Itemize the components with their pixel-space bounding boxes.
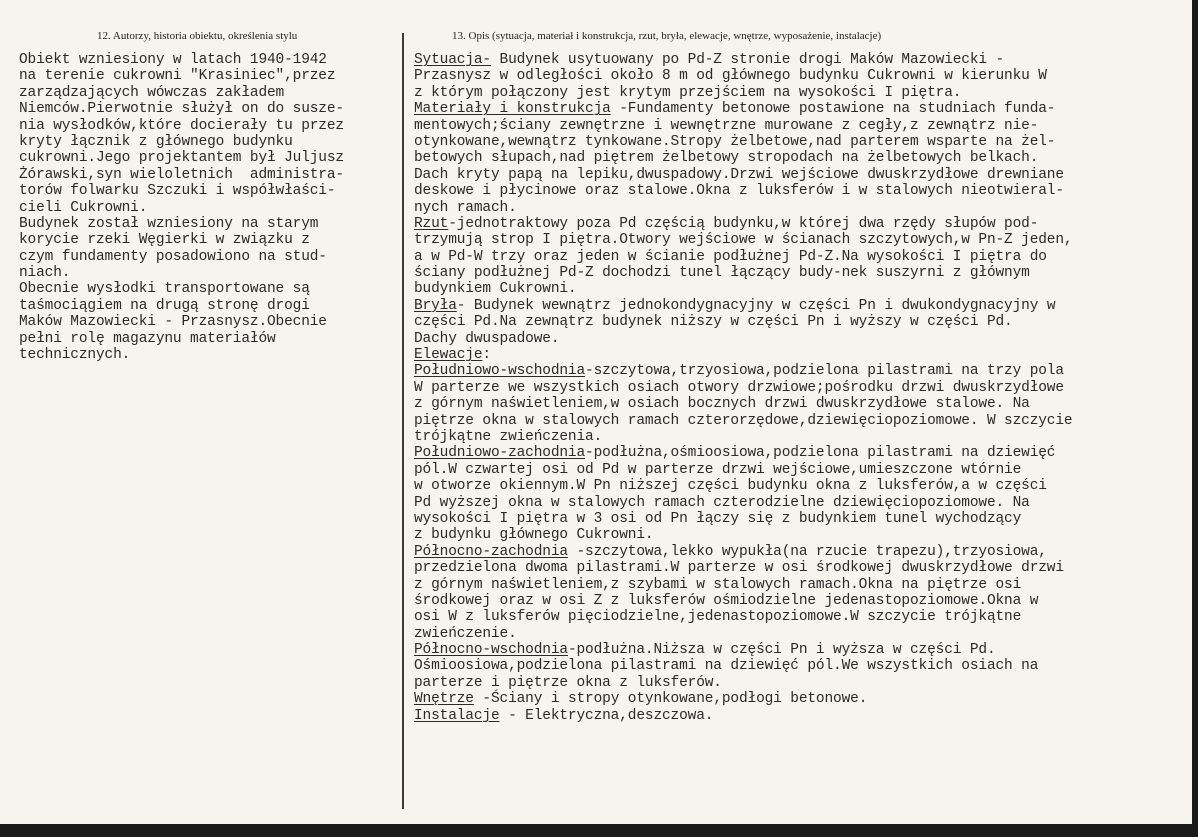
line-text: -szczytowa,lekko wypukła(na rzucie trapezu),trzyosiowa,	[567, 543, 1047, 560]
description-text-line	[414, 462, 1188, 478]
line-text: Dachy dwuspadowe.	[414, 330, 560, 347]
line-text: Ośmioosiowa,podzielona pilastrami na dziewięć pól.We wszystkich osiach na	[414, 658, 1039, 675]
line-text: z górnym naświetleniem,w osiach bocznych drzwi dwuskrzydłowe stalowe. Na	[414, 396, 1030, 413]
history-text-line: cukrowni.Jego projektantem był Juljusz	[19, 150, 344, 167]
line-text: pól.W czwartej osi od Pd w parterze drzwi wejściowe,umieszczone wtórnie	[414, 461, 1022, 478]
description-text-line	[414, 413, 1188, 429]
history-text-line: zarządzających wówczas zakładem	[19, 84, 285, 101]
description-text-line	[414, 445, 1188, 461]
description-text-line	[414, 609, 1188, 625]
description-text-line	[414, 265, 1188, 281]
line-text: osi W z luksferów pięciodzielne,jedenastopoziomowe.W szczycie trójkątne	[414, 609, 1022, 626]
description-text-line	[414, 527, 1188, 543]
description-text-line	[414, 216, 1188, 232]
description-text-line	[414, 200, 1188, 216]
description-text-line	[414, 560, 1188, 576]
description-text-line	[414, 314, 1188, 330]
description-text-line	[414, 691, 1188, 707]
description-text-line	[414, 232, 1188, 248]
line-text: -podłużna,ośmioosiowa,podzielona pilastrami na dziewięć	[585, 445, 1056, 462]
description-text-line	[414, 101, 1188, 117]
description-text-line	[414, 183, 1188, 199]
description-text-line	[414, 167, 1188, 183]
history-text-line: kryty łącznik z głównego budynku	[19, 133, 293, 150]
line-text: - Budynek wewnątrz jednokondygnacyjny w części Pn i dwukondygnacyjny w	[456, 297, 1056, 314]
description-text-line	[414, 495, 1188, 511]
line-text: :	[482, 347, 491, 364]
section-heading: Rzut	[414, 215, 449, 232]
description-text-line	[414, 577, 1188, 593]
description-text-line	[414, 429, 1188, 445]
line-text: parterze i piętrze okna z luksferów.	[414, 674, 722, 691]
description-text-line	[414, 281, 1188, 297]
history-text-line: korycie rzeki Węgierki w związku z	[19, 232, 310, 249]
history-text-line: taśmociągiem na drugą stronę drogi	[19, 297, 310, 314]
history-text-line: Obiekt wzniesiony w latach 1940-1942	[19, 52, 327, 68]
line-text: przedzielona dwoma pilastrami.W parterze w osi środkowej dwuskrzydłowe drzwi	[414, 560, 1064, 577]
description-text-line	[414, 511, 1188, 527]
description-text-line	[414, 363, 1188, 379]
section-heading: Sytuacja-	[414, 52, 491, 68]
line-text: ściany podłużnej Pd-Z dochodzi tunel łączący budy-nek suszyrni z głównym	[414, 265, 1030, 282]
description-text-line	[414, 150, 1188, 166]
description-text-line	[414, 708, 1188, 724]
history-text-line: Żórawski,syn wieloletnich administra-	[19, 166, 344, 183]
section-heading: Wnętrze	[414, 691, 474, 708]
line-text: Budynek usytuowany po Pd-Z stronie drogi Maków Mazowiecki -	[490, 52, 1005, 68]
description-text-line	[414, 626, 1188, 642]
history-text-line: torów folwarku Szczuki i współwłaści-	[19, 183, 336, 200]
line-text: nych ramach.	[414, 199, 517, 216]
section-12-header: 12. Autorzy, historia obiektu, określenia stylu	[97, 30, 298, 42]
section-heading: Południowo-zachodnia	[414, 445, 586, 462]
history-text-line: Maków Mazowiecki - Przasnysz.Obecnie	[19, 314, 327, 331]
history-column	[19, 52, 399, 363]
section-heading: Północno-zachodnia	[414, 543, 568, 560]
line-text: W parterze we wszystkich osiach otwory drzwiowe;pośrodku drzwi dwuskrzydłowe	[414, 379, 1064, 396]
description-text-line	[414, 478, 1188, 494]
description-text-line	[414, 85, 1188, 101]
line-text: zwieńczenie.	[414, 625, 517, 642]
description-text-line	[414, 249, 1188, 265]
description-text-line	[414, 347, 1188, 363]
column-divider	[402, 33, 404, 809]
history-text-line: nia wysłodków,które docierały tu przez	[19, 117, 344, 134]
description-text-line	[414, 118, 1188, 134]
line-text: otynkowane,wewnątrz tynkowane.Stropy żelbetowe,nad parterem wsparte na żel-	[414, 133, 1056, 150]
description-text-line	[414, 298, 1188, 314]
history-text-line: Niemców.Pierwotnie służył on do susze-	[19, 101, 344, 118]
line-text: Pd wyższej okna w stalowych ramach czterodzielne dziewięciopoziomowe. Na	[414, 494, 1030, 511]
line-text: -szczytowa,trzyosiowa,podzielona pilastrami na trzy pola	[585, 363, 1064, 380]
line-text: środkowej oraz w osi Z z luksferów ośmiodzielne jedenastopoziomowe.Okna w	[414, 592, 1039, 609]
line-text: z którym połączony jest krytym przejściem na wysokości I piętra.	[414, 84, 962, 101]
section-heading: Instalacje	[414, 707, 500, 724]
line-text: z budynku głównego Cukrowni.	[414, 527, 654, 544]
description-text-line	[414, 642, 1188, 658]
description-text-line	[414, 675, 1188, 691]
section-13-header: 13. Opis (sytuacja, materiał i konstrukcja, rzut, bryła, elewacje, wnętrze, wyposażenie, instalacje)	[452, 30, 882, 42]
description-text-line	[414, 544, 1188, 560]
history-text-line: Obecnie wysłodki transportowane są	[19, 281, 310, 298]
line-text: - Elektryczna,deszczowa.	[499, 707, 714, 724]
history-text-line: pełni rolę magazynu materiałów	[19, 330, 276, 347]
line-text: -Ściany i stropy otynkowane,podłogi betonowe.	[473, 691, 868, 708]
history-text-line: cieli Cukrowni.	[19, 199, 148, 216]
line-text: Dach kryty papą na lepiku,dwuspadowy.Drzwi wejściowe dwuskrzydłowe drewniane	[414, 166, 1064, 183]
line-text: -podłużna.Niższa w części Pn i wyższa w części Pd.	[567, 642, 996, 659]
description-column	[414, 52, 1188, 724]
description-text-line	[414, 380, 1188, 396]
line-text: Przasnysz w odległości około 8 m od głównego budynku Cukrowni w kierunku W	[414, 68, 1047, 85]
line-text: trójkątne zwieńczenia.	[414, 428, 603, 445]
line-text: z górnym naświetleniem,z szybami w stalowych ramach.Okna na piętrze osi	[414, 576, 1022, 593]
section-heading: Elewacje	[414, 347, 483, 364]
description-text-line	[414, 593, 1188, 609]
line-text: deskowe i płycinowe oraz stalowe.Okna z luksferów i w stalowych nieotwieral-	[414, 183, 1064, 200]
section-heading: Materiały i konstrukcja	[414, 101, 611, 118]
history-text-line: czym fundamenty posadowiono na stud-	[19, 248, 327, 265]
line-text: trzymują strop I piętra.Otwory wejściowe w ścianach szczytowych,w Pn-Z jeden,	[414, 232, 1073, 249]
description-text-line	[414, 396, 1188, 412]
history-text-line: Budynek został wzniesiony na starym	[19, 215, 319, 232]
line-text: budynkiem Cukrowni.	[414, 281, 577, 298]
line-text: wysokości I piętra w 3 osi od Pn łączy się z budynkiem tunel wychodzący	[414, 510, 1022, 527]
line-text: w otworze okiennym.W Pn niższej części budynku okna z luksferów,a w części	[414, 478, 1047, 495]
section-heading: Bryła	[414, 297, 457, 314]
description-text-line	[414, 134, 1188, 150]
description-text-line	[414, 331, 1188, 347]
line-text: a w Pd-W trzy oraz jeden w ścianie podłużnej Pd-Z.Na wysokości I piętra do	[414, 248, 1047, 265]
section-heading: Południowo-wschodnia	[414, 363, 586, 380]
section-heading: Północno-wschodnia	[414, 642, 568, 659]
history-text-line: na terenie cukrowni "Krasiniec",przez	[19, 68, 336, 85]
history-text-line: technicznych.	[19, 347, 131, 364]
line-text: -jednotraktowy poza Pd częścią budynku,w której dwa rzędy słupów pod-	[448, 215, 1039, 232]
description-text-line	[414, 658, 1188, 674]
line-text: betowych słupach,nad piętrem żelbetowy stropodach na żelbetowych belkach.	[414, 150, 1039, 167]
line-text: piętrze okna w stalowych ramach czterorzędowe,dziewięciopoziomowe. W szczycie	[414, 412, 1073, 429]
history-text-line: niach.	[19, 265, 71, 282]
description-text-line	[414, 68, 1188, 84]
line-text: części Pd.Na zewnątrz budynek niższy w części Pn i wyższy w części Pd.	[414, 314, 1013, 331]
line-text: -Fundamenty betonowe postawione na studniach funda-	[610, 101, 1056, 118]
description-text-line	[414, 52, 1188, 68]
line-text: mentowych;ściany zewnętrzne i wewnętrzne murowane z cegły,z zewnątrz nie-	[414, 117, 1039, 134]
